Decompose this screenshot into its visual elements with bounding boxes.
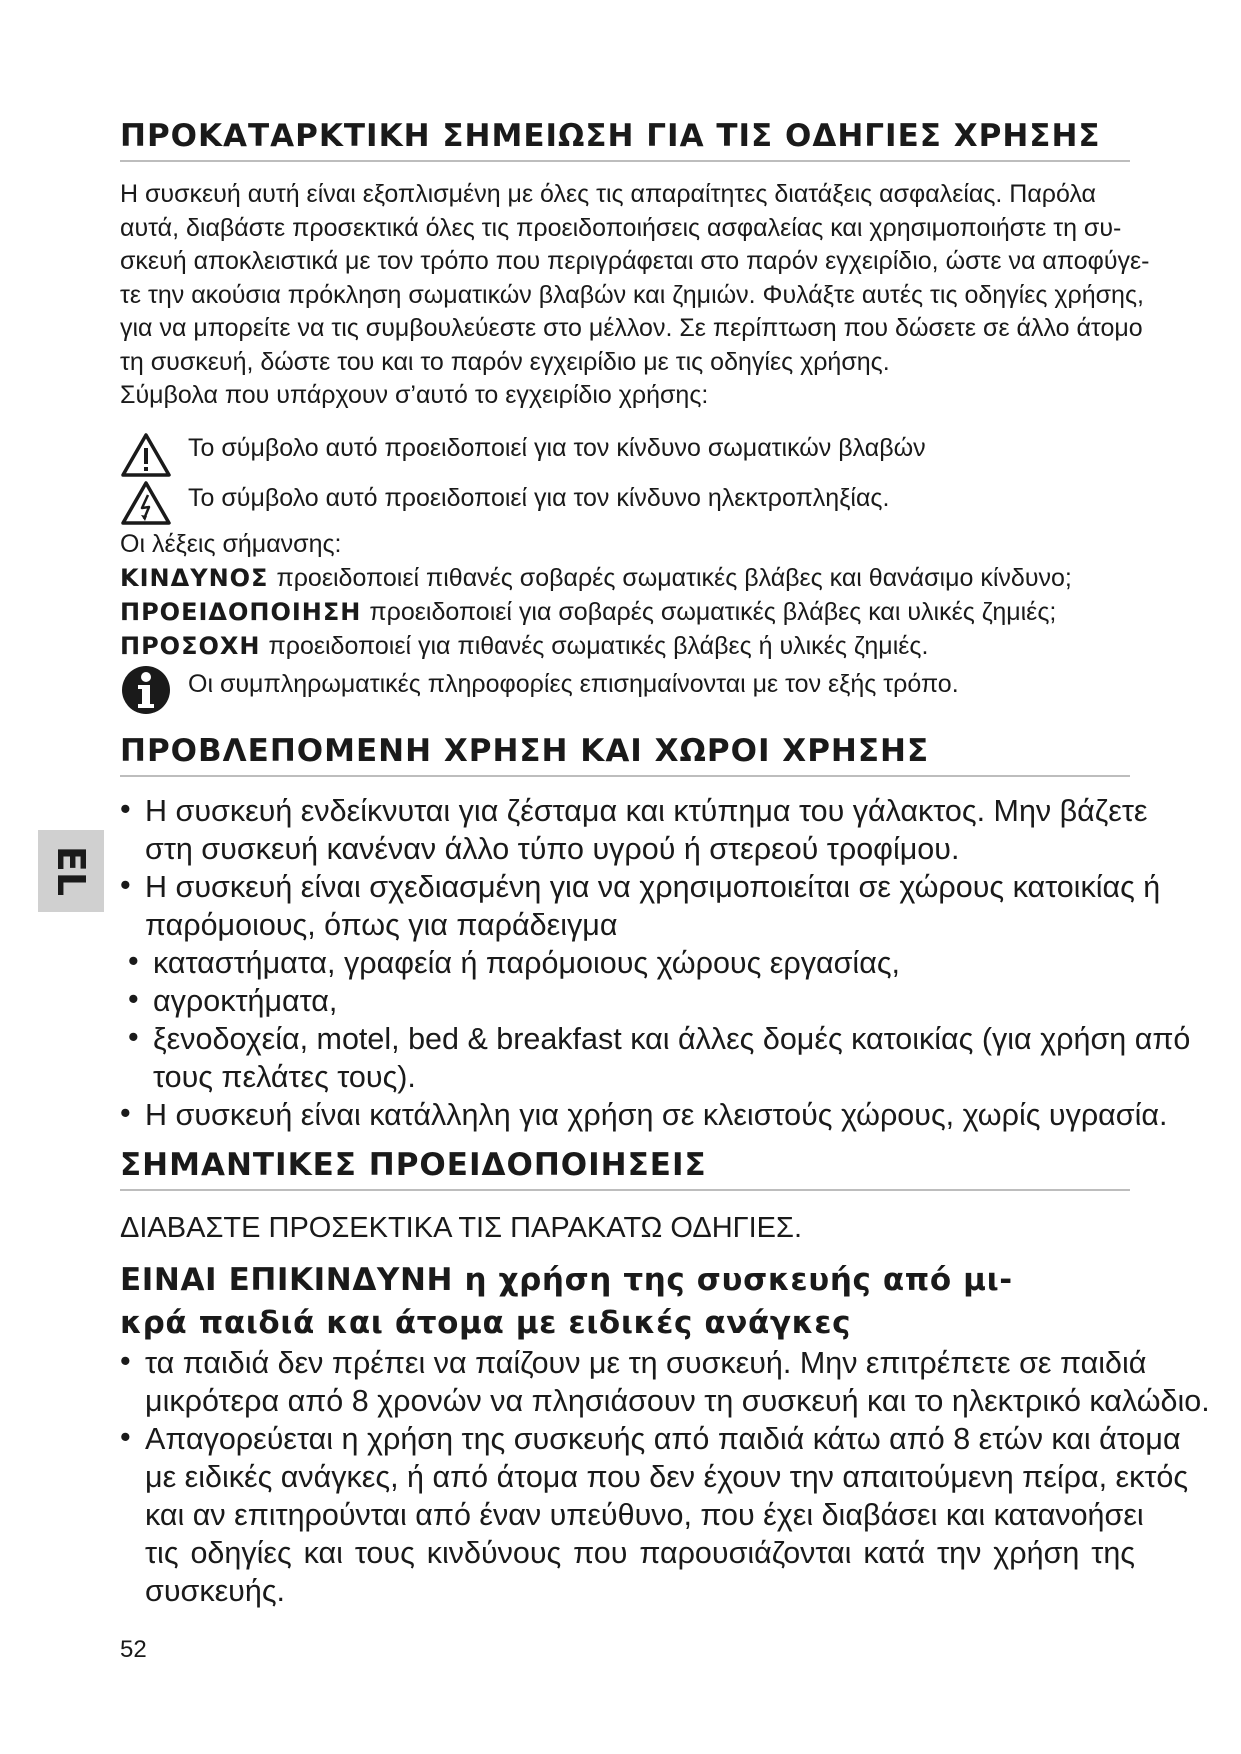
sub-bullet-line: ξενοδοχεία, motel, bed & breakfast και άλλες δομές κατοικίας (για χρήση από — [153, 1022, 1191, 1056]
paragraph-line: αυτά, διαβάστε προσεκτικά όλες τις προειδοποιήσεις ασφαλείας και χρησιμοποιήστε τη συ- — [120, 213, 1122, 242]
bullet: • — [120, 1096, 131, 1130]
bullet: • — [128, 982, 139, 1016]
paragraph-line: τε την ακούσια πρόκληση σωματικών βλαβών και ζημιών. Φυλάξτε αυτές τις οδηγίες χρήσης, — [120, 280, 1144, 309]
bullet-line: με ειδικές ανάγκες, ή από άτομα που δεν έχουν την απαιτούμενη πείρα, εκτός — [145, 1460, 1189, 1494]
sub-bullet-line: καταστήματα, γραφεία ή παρόμοιους χώρους εργασίας, — [153, 946, 901, 980]
page-number: 52 — [120, 1636, 147, 1663]
bullet-line: συσκευής. — [145, 1574, 285, 1608]
symbol-warning-text: Το σύμβολο αυτό προειδοποιεί για τον κίνδυνο σωματικών βλαβών — [188, 434, 926, 462]
signal-text: προειδοποιεί για πιθανές σωματικές βλάβες ή υλικές ζημιές. — [268, 632, 929, 660]
bullet-line: Η συσκευή ενδείκνυται για ζέσταμα και κτύπημα του γάλακτος. Μην βάζετε — [145, 794, 1148, 828]
electric-shock-icon — [120, 480, 172, 526]
bullet-line: και αν επιτηρούνται από έναν υπεύθυνο, που έχει διαβάσει και κατανοήσει — [145, 1498, 1144, 1532]
paragraph-line: Σύμβολα που υπάρχουν σ’αυτό το εγχειρίδιο χρήσης: — [120, 381, 709, 409]
language-tab — [38, 830, 104, 912]
bullet-line: μικρότερα από 8 χρονών να πλησιάσουν τη συσκευή και το ηλεκτρικό καλώδιο. — [145, 1384, 1210, 1418]
sub-bullet-line: αγροκτήματα, — [153, 984, 338, 1018]
section-title-preliminary-note: ΠΡΟΚΑΤΑΡΚΤΙΚΗ ΣΗΜΕΙΩΣΗ ΓΙΑ ΤΙΣ ΟΔΗΓΙΕΣ ΧΡΗΣΗΣ — [120, 118, 1130, 162]
danger-heading-line: κρά παιδιά και άτομα με ειδικές ανάγκες — [120, 1305, 852, 1341]
bullet-line: Η συσκευή είναι σχεδιασμένη για να χρησιμοποιείται σε χώρους κατοικίας ή — [145, 870, 1161, 904]
bullet: • — [128, 1020, 139, 1054]
signal-words-label: Οι λέξεις σήμανσης: — [120, 530, 342, 558]
bullet-line: τα παιδιά δεν πρέπει να παίζουν με τη συσκευή. Μην επιτρέπετε σε παιδιά — [145, 1346, 1147, 1380]
signal-text: προειδοποιεί για σοβαρές σωματικές βλάβες και υλικές ζημιές; — [369, 598, 1057, 626]
signal-row-caution — [120, 630, 1130, 664]
signal-word-warning: ΠΡΟΕΙΔΟΠΟΙΗΣΗ — [120, 598, 362, 626]
bullet-line: παρόμοιους, όπως για παράδειγμα — [145, 908, 618, 942]
bullet-line: Απαγορεύεται η χρήση της συσκευής από παιδιά κάτω από 8 ετών και άτομα — [145, 1422, 1181, 1456]
info-icon — [120, 664, 172, 716]
bullet: • — [120, 792, 131, 826]
info-text: Οι συμπληρωματικές πληροφορίες επισημαίνονται με τον εξής τρόπο. — [188, 670, 959, 698]
paragraph-line: για να μπορείτε να τις συμβουλεύεστε στο μέλλον. Σε περίπτωση που δώσετε σε άλλο άτομο — [120, 314, 1143, 342]
bullet-line: στη συσκευή κανέναν άλλο τύπο υγρού ή στερεού τροφίμου. — [145, 832, 960, 866]
section-title-important-warnings: ΣΗΜΑΝΤΙΚΕΣ ΠΡΟΕΙΔΟΠΟΙΗΣΕΙΣ — [120, 1147, 1130, 1191]
bullet: • — [128, 944, 139, 978]
bullet-line: Η συσκευή είναι κατάλληλη για χρήση σε κλειστούς χώρους, χωρίς υγρασία. — [145, 1098, 1168, 1132]
paragraph-line: Η συσκευή αυτή είναι εξοπλισμένη με όλες τις απαραίτητες διατάξεις ασφαλείας. Παρόλα — [120, 180, 1097, 208]
signal-word-caution: ΠΡΟΣΟΧΗ — [120, 632, 261, 660]
paragraph-line: τη συσκευή, δώστε του και το παρόν εγχειρίδιο με τις οδηγίες χρήσης. — [120, 347, 890, 376]
danger-heading-line: ΕΙΝΑΙ ΕΠΙΚΙΝΔΥΝΗ η χρήση της συσκευής από μι- — [120, 1262, 1013, 1298]
read-carefully-heading: ΔΙΑΒΑΣΤΕ ΠΡΟΣΕΚΤΙΚΑ ΤΙΣ ΠΑΡΑΚΑΤΩ ΟΔΗΓΙΕΣ. — [120, 1212, 802, 1244]
sub-bullet-line: τους πελάτες τους). — [153, 1060, 416, 1094]
bullet: • — [120, 1420, 131, 1454]
bullet-line: τις οδηγίες και τους κινδύνους που παρουσιάζονται κατά την χρήση της — [145, 1536, 1135, 1570]
signal-row-warning — [120, 596, 1130, 630]
signal-word-danger: ΚΙΝΔΥΝΟΣ — [120, 564, 269, 592]
section-title-intended-use: ΠΡΟΒΛΕΠΟΜΕΝΗ ΧΡΗΣΗ ΚΑΙ ΧΩΡΟΙ ΧΡΗΣΗΣ — [120, 733, 1130, 777]
paragraph-line: σκευή αποκλειστικά με τον τρόπο που περιγράφεται στο παρόν εγχειρίδιο, ώστε να αποφύγε- — [120, 247, 1150, 275]
signal-text: προειδοποιεί πιθανές σοβαρές σωματικές βλάβες και θανάσιμο κίνδυνο; — [276, 564, 1072, 592]
signal-row-danger — [120, 562, 1130, 596]
bullet: • — [120, 868, 131, 902]
language-tab-label: EL — [48, 845, 93, 897]
symbol-electric-text: Το σύμβολο αυτό προειδοποιεί για τον κίνδυνο ηλεκτροπληξίας. — [188, 484, 890, 512]
warning-triangle-icon — [120, 432, 172, 478]
bullet: • — [120, 1344, 131, 1378]
